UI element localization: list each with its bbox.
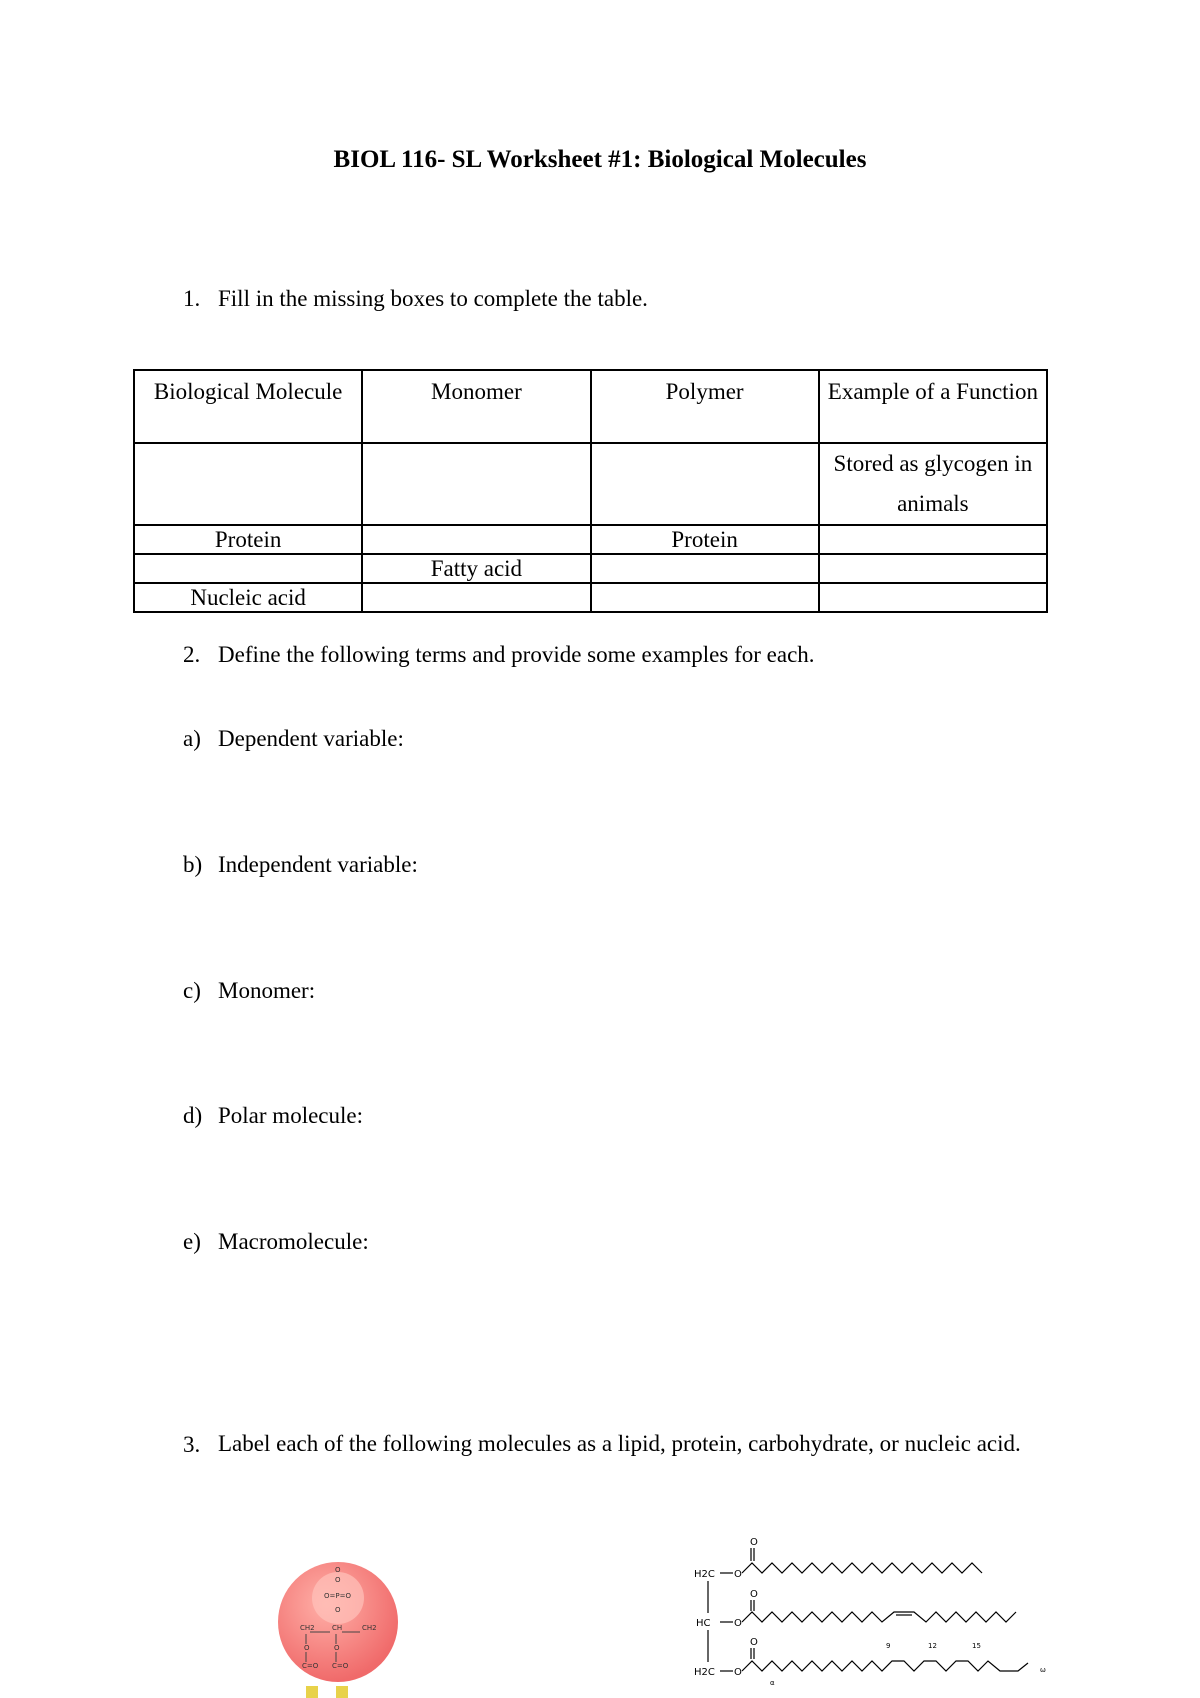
table-cell: [362, 443, 590, 525]
table-cell: Nucleic acid: [134, 583, 362, 612]
atom-label: O: [750, 1537, 758, 1548]
table-cell: [819, 525, 1047, 554]
table-header-cell: Polymer: [591, 370, 819, 443]
table-cell: [819, 554, 1047, 583]
atom-label: CH2: [300, 1624, 315, 1632]
table-header-cell: Monomer: [362, 370, 590, 443]
atom-label: O: [335, 1606, 341, 1614]
alpha-label: α: [770, 1679, 775, 1687]
atom-label: O: [750, 1589, 758, 1600]
fatty-acid-tail: [306, 1686, 318, 1698]
carbon-number: 9: [886, 1642, 891, 1650]
table-row: [134, 443, 1047, 525]
triglyceride-figure: [690, 1535, 1060, 1698]
term-label: Monomer:: [218, 978, 316, 1003]
atom-label: O=P=O: [324, 1592, 351, 1600]
atom-label: O: [734, 1667, 742, 1678]
term-letter: c): [183, 978, 201, 1003]
table-header-cell: Example of a Function: [819, 370, 1047, 443]
atom-label: H2C: [694, 1667, 715, 1678]
atom-label: O: [335, 1576, 341, 1584]
table-cell: [134, 443, 362, 525]
atom-label: O: [304, 1644, 310, 1652]
atom-label: O: [734, 1569, 742, 1580]
atom-label: C=O: [302, 1662, 319, 1670]
table-row: [134, 583, 1047, 612]
question-text: Fill in the missing boxes to complete the table.: [218, 286, 648, 311]
question-number: 2.: [183, 642, 201, 667]
term-letter: d): [183, 1103, 203, 1128]
table-row: [134, 525, 1047, 554]
omega-label: ω: [1040, 1666, 1046, 1674]
term-label: Dependent variable:: [218, 726, 404, 751]
question-number: 3.: [183, 1432, 201, 1457]
table-cell: [591, 554, 819, 583]
term-letter: a): [183, 726, 201, 751]
biomolecule-table: [133, 369, 1048, 613]
atom-label: C=O: [332, 1662, 349, 1670]
table-cell: [819, 583, 1047, 612]
table-cell: Protein: [591, 525, 819, 554]
table-cell: [134, 554, 362, 583]
table-row: [134, 554, 1047, 583]
table-cell: [362, 525, 590, 554]
table-header-cell: Biological Molecule: [134, 370, 362, 443]
page-title: BIOL 116- SL Worksheet #1: Biological Molecules: [333, 146, 867, 173]
table-header-row: [134, 370, 1047, 443]
atom-label: O: [734, 1618, 742, 1629]
table-cell: Protein: [134, 525, 362, 554]
atom-label: O: [750, 1637, 758, 1648]
term-label: Macromolecule:: [218, 1229, 369, 1254]
table-cell: [362, 583, 590, 612]
atom-label: CH: [332, 1624, 343, 1632]
fatty-acid-tail: [336, 1686, 348, 1698]
carbon-number: 15: [972, 1642, 981, 1650]
term-label: Independent variable:: [218, 852, 418, 877]
atom-label: O: [335, 1566, 341, 1574]
question-text: Label each of the following molecules as a lipid, protein, carbohydrate, or nucleic acid.: [218, 1431, 1021, 1456]
table-cell: [591, 443, 819, 525]
atom-label: CH2: [362, 1624, 377, 1632]
table-cell: Stored as glycogen in animals: [819, 443, 1047, 525]
table-cell: Fatty acid: [362, 554, 590, 583]
term-letter: b): [183, 852, 203, 877]
phospholipid-figure: [270, 1560, 410, 1698]
question-number: 1.: [183, 286, 201, 311]
atom-label: O: [334, 1644, 340, 1652]
table-cell: [591, 583, 819, 612]
carbon-number: 12: [928, 1642, 937, 1650]
question-text: Define the following terms and provide some examples for each.: [218, 642, 815, 667]
term-letter: e): [183, 1229, 201, 1254]
atom-label: HC: [696, 1618, 711, 1629]
atom-label: H2C: [694, 1569, 715, 1580]
term-label: Polar molecule:: [218, 1103, 363, 1128]
